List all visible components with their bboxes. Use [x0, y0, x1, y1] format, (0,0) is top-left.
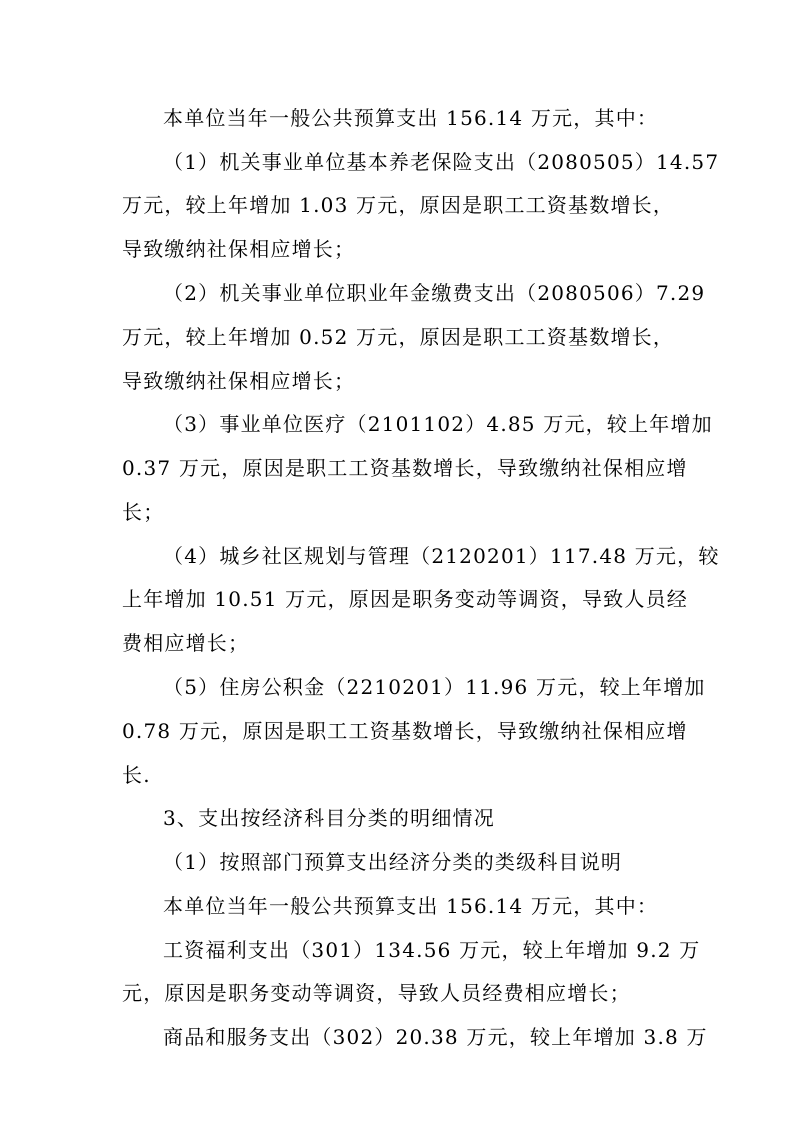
- paragraph-line: 长.: [122, 763, 151, 787]
- paragraph-line: （3）事业单位医疗（2101102）4.85 万元，较上年增加: [163, 412, 713, 436]
- section-heading: 3、支出按经济科目分类的明细情况: [163, 806, 495, 830]
- paragraph-line: 费相应增长；: [122, 631, 250, 655]
- paragraph-line: 上年增加 10.51 万元，原因是职务变动等调资，导致人员经: [122, 587, 688, 611]
- paragraph-line: 0.78 万元，原因是职工工资基数增长，导致缴纳社保相应增: [122, 719, 688, 743]
- paragraph-line: （5）住房公积金（2210201）11.96 万元，较上年增加: [163, 675, 706, 699]
- paragraph-line: 长；: [122, 500, 165, 524]
- paragraph-line: 本单位当年一般公共预算支出 156.14 万元，其中：: [163, 106, 659, 130]
- subsection-heading: （1）按照部门预算支出经济分类的类级科目说明: [163, 850, 623, 874]
- paragraph-line: 元，原因是职务变动等调资，导致人员经费相应增长；: [122, 981, 631, 1005]
- paragraph-line: （2）机关事业单位职业年金缴费支出（2080506）7.29: [163, 281, 706, 305]
- paragraph-line: 导致缴纳社保相应增长；: [122, 369, 356, 393]
- paragraph-line: 商品和服务支出（302）20.38 万元，较上年增加 3.8 万: [163, 1025, 708, 1049]
- paragraph-line: 万元，较上年增加 1.03 万元，原因是职工工资基数增长，: [122, 193, 675, 217]
- paragraph-line: 本单位当年一般公共预算支出 156.14 万元，其中：: [163, 894, 659, 918]
- paragraph-line: 导致缴纳社保相应增长；: [122, 237, 356, 261]
- paragraph-line: （4）城乡社区规划与管理（2120201）117.48 万元，较: [163, 544, 720, 568]
- paragraph-line: 0.37 万元，原因是职工工资基数增长，导致缴纳社保相应增: [122, 456, 688, 480]
- paragraph-line: （1）机关事业单位基本养老保险支出（2080505）14.57: [163, 150, 720, 174]
- paragraph-line: 万元，较上年增加 0.52 万元，原因是职工工资基数增长，: [122, 325, 675, 349]
- paragraph-line: 工资福利支出（301）134.56 万元，较上年增加 9.2 万: [163, 938, 701, 962]
